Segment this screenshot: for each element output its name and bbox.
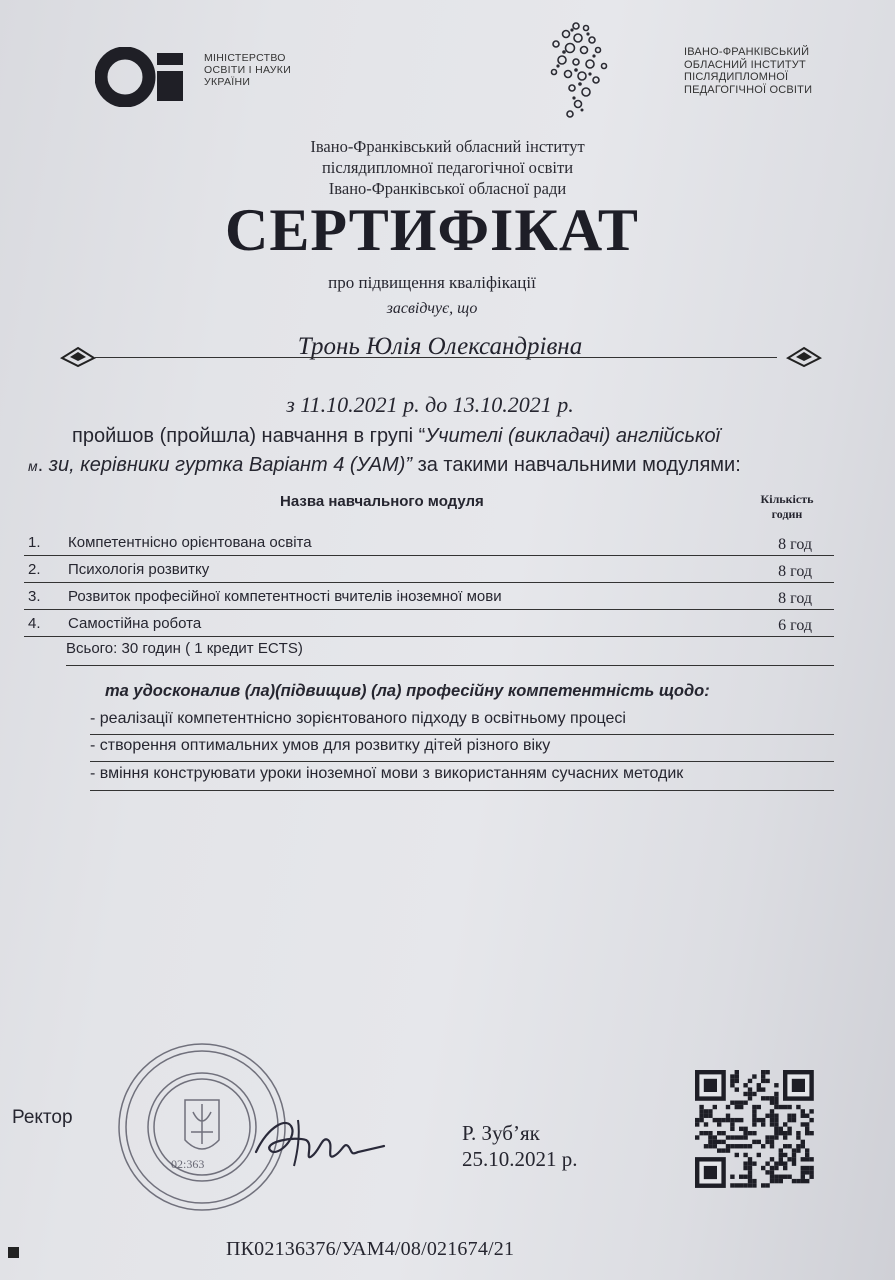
signer-block: [462, 1120, 578, 1172]
competency-underline: [90, 790, 834, 791]
institute-logo-text: ІВАНО-ФРАНКІВСЬКИЙ ОБЛАСНИЙ ІНСТИТУТ ПІСЛЯДИПЛОМНОЇ ПЕДАГОГІЧНОЇ ОСВІТИ: [684, 46, 813, 96]
table-header-hours: Кількість годин: [760, 492, 814, 521]
table-header-module: Назва навчального модуля: [280, 493, 484, 510]
signer-name: Р. Зуб’як: [462, 1121, 540, 1145]
name-underline: [95, 357, 777, 358]
competency-item: - створення оптимальних умов для розвитку дітей різного віку: [90, 737, 551, 754]
competencies-heading: та удосконалив (ла)(підвищив) (ла) професійну компетентність щодо:: [105, 682, 710, 700]
table-total: Всього: 30 годин ( 1 кредит ECTS): [66, 640, 303, 657]
competency-underline: [90, 761, 834, 762]
certificate-code: ПК02136376/УАМ4/08/021674/21: [226, 1238, 515, 1260]
training-line-1: пройшов (пройшла) навчання в групі “Учителі (викладачі) англійської: [72, 425, 721, 447]
ministry-name: МІНІСТЕРСТВО ОСВІТИ І НАУКИ УКРАЇНИ: [204, 52, 292, 88]
training-line-2: м. зи, керівники гуртка Варіант 4 (УАМ)” за такими навчальними модулями:: [28, 454, 741, 476]
competency-item: - вміння конструювати уроки іноземної мови з використанням сучасних методик: [90, 765, 684, 782]
institute-logo: [528, 18, 628, 128]
training-dates: з 11.10.2021 р. до 13.10.2021 р.: [286, 392, 574, 417]
institution-line-1: Івано-Франківський обласний інститут: [310, 137, 585, 156]
institution-line-2: післядипломної педагогічної освіти: [321, 158, 574, 177]
certificate-subtitle: про підвищення кваліфікації: [328, 273, 536, 292]
table-row: 4. Самостійна робота 6 год: [24, 611, 834, 637]
svg-text:02:363: 02:363: [171, 1157, 205, 1171]
table-row: 1. Компетентнісно орієнтована освіта 8 год: [24, 530, 834, 556]
qr-code: [695, 1070, 825, 1188]
signature-date: 25.10.2021 р.: [462, 1147, 578, 1171]
competency-underline: [90, 734, 834, 735]
ministry-logo: [95, 47, 190, 107]
certifies-text: засвідчує, що: [386, 300, 478, 317]
corner-mark: [8, 1247, 19, 1258]
signer-position: Ректор: [12, 1107, 73, 1128]
total-underline: [66, 665, 834, 666]
table-row: 3. Розвиток професійної компетентності вчителів іноземної мови 8 год: [24, 584, 834, 610]
table-row: 2. Психологія розвитку 8 год: [24, 557, 834, 583]
certificate-title: СЕРТИФІКАТ: [225, 197, 639, 263]
institution-line-3: Івано-Франківської обласної ради: [328, 179, 567, 198]
competency-item: - реалізації компетентнісно зорієнтованого підходу в освітньому процесі: [90, 710, 626, 727]
rector-signature: [248, 1106, 388, 1176]
recipient-name: Тронь Юлія Олександрівна: [297, 333, 583, 360]
